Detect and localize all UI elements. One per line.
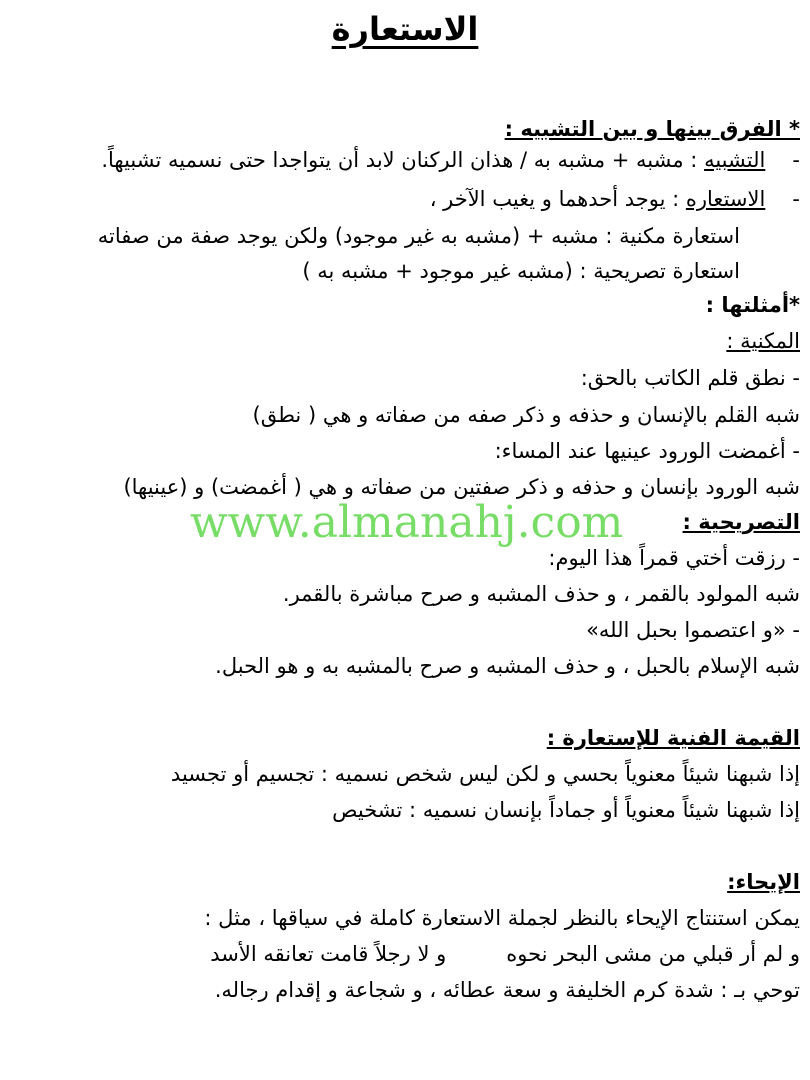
example-3-explanation: شبه المولود بالقمر ، و حذف المشبه و صرح مباشرة بالقمر. (282, 582, 800, 606)
bullet-dash: - (792, 187, 800, 211)
bullet-dash: - (792, 148, 800, 172)
tashbih-definition (8, 146, 800, 174)
tasrihiya-definition: استعارة تصريحية : (مشبه غير موجود + مشبه به ) (302, 259, 740, 283)
example-4: - «و اعتصموا بحبل الله» (586, 618, 800, 642)
verse-first-half: و لم أر قبلي من مشى البحر نحوه (506, 942, 800, 966)
example-1: - نطق قلم الكاتب بالحق: (580, 366, 800, 390)
tasrihiya-heading: التصريحية : (682, 510, 800, 534)
example-2-explanation: شبه الورود بإنسان و حذفه و ذكر صفتين من صفاته و هي ( أغمضت) و (عينيها) (123, 475, 800, 499)
tashbih-term: التشبيه (704, 148, 766, 172)
artistic-value-heading: القيمة الفنية للإستعارة : (546, 726, 800, 750)
example-2: - أغمضت الورود عينيها عند المساء: (494, 439, 800, 463)
istiara-text: : يوجد أحدهما و يغيب الآخر ، (429, 187, 680, 211)
artistic-value-line-1: إذا شبهنا شيئاً معنوياً بحسي و لكن ليس شخص نسميه : تجسيم أو تجسيد (170, 762, 800, 786)
example-3: - رزقت أختي قمراً هذا اليوم: (548, 546, 800, 570)
istiara-term: الاستعاره (685, 187, 766, 211)
page-title (0, 10, 810, 48)
ihaa-line-1: يمكن استنتاج الإيحاء بالنظر لجملة الاستعارة كاملة في سياقها ، مثل : (204, 906, 800, 930)
example-1-explanation: شبه القلم بالإنسان و حذفه و ذكر صفه من صفاته و هي ( نطق) (252, 403, 800, 427)
watermark: www.almanahj.com (190, 497, 624, 548)
difference-heading: * الفرق بينها و بين التشبيه : (504, 117, 800, 141)
page-title-text: الاستعارة (331, 10, 479, 48)
istiara-definition (8, 185, 800, 213)
makniya-definition: استعارة مكنية : مشبه + (مشبه به غير موجود) ولكن يوجد صفة من صفاته (97, 224, 740, 248)
examples-heading: *أمثلتها : (705, 293, 800, 317)
ihaa-line-3: توحي بـ : شدة كرم الخليفة و سعة عطائه ، و شجاعة و إقدام رجاله. (214, 978, 800, 1002)
artistic-value-line-2: إذا شبهنا شيئاً معنوياً أو جماداً بإنسان نسميه : تشخيص (332, 798, 800, 822)
tashbih-text: : مشبه + مشبه به / هذان الركنان لابد أن يتواجدا حتى نسميه تشبيهاً. (101, 148, 698, 172)
makniya-heading: المكنية : (726, 329, 800, 353)
ihaa-verse (8, 940, 800, 968)
ihaa-heading: الإيحاء: (727, 870, 800, 894)
example-4-explanation: شبه الإسلام بالحبل ، و حذف المشبه و صرح بالمشبه به و هو الحبل. (215, 654, 800, 678)
verse-second-half: و لا رجلاً قامت تعانقه الأسد (210, 942, 447, 966)
